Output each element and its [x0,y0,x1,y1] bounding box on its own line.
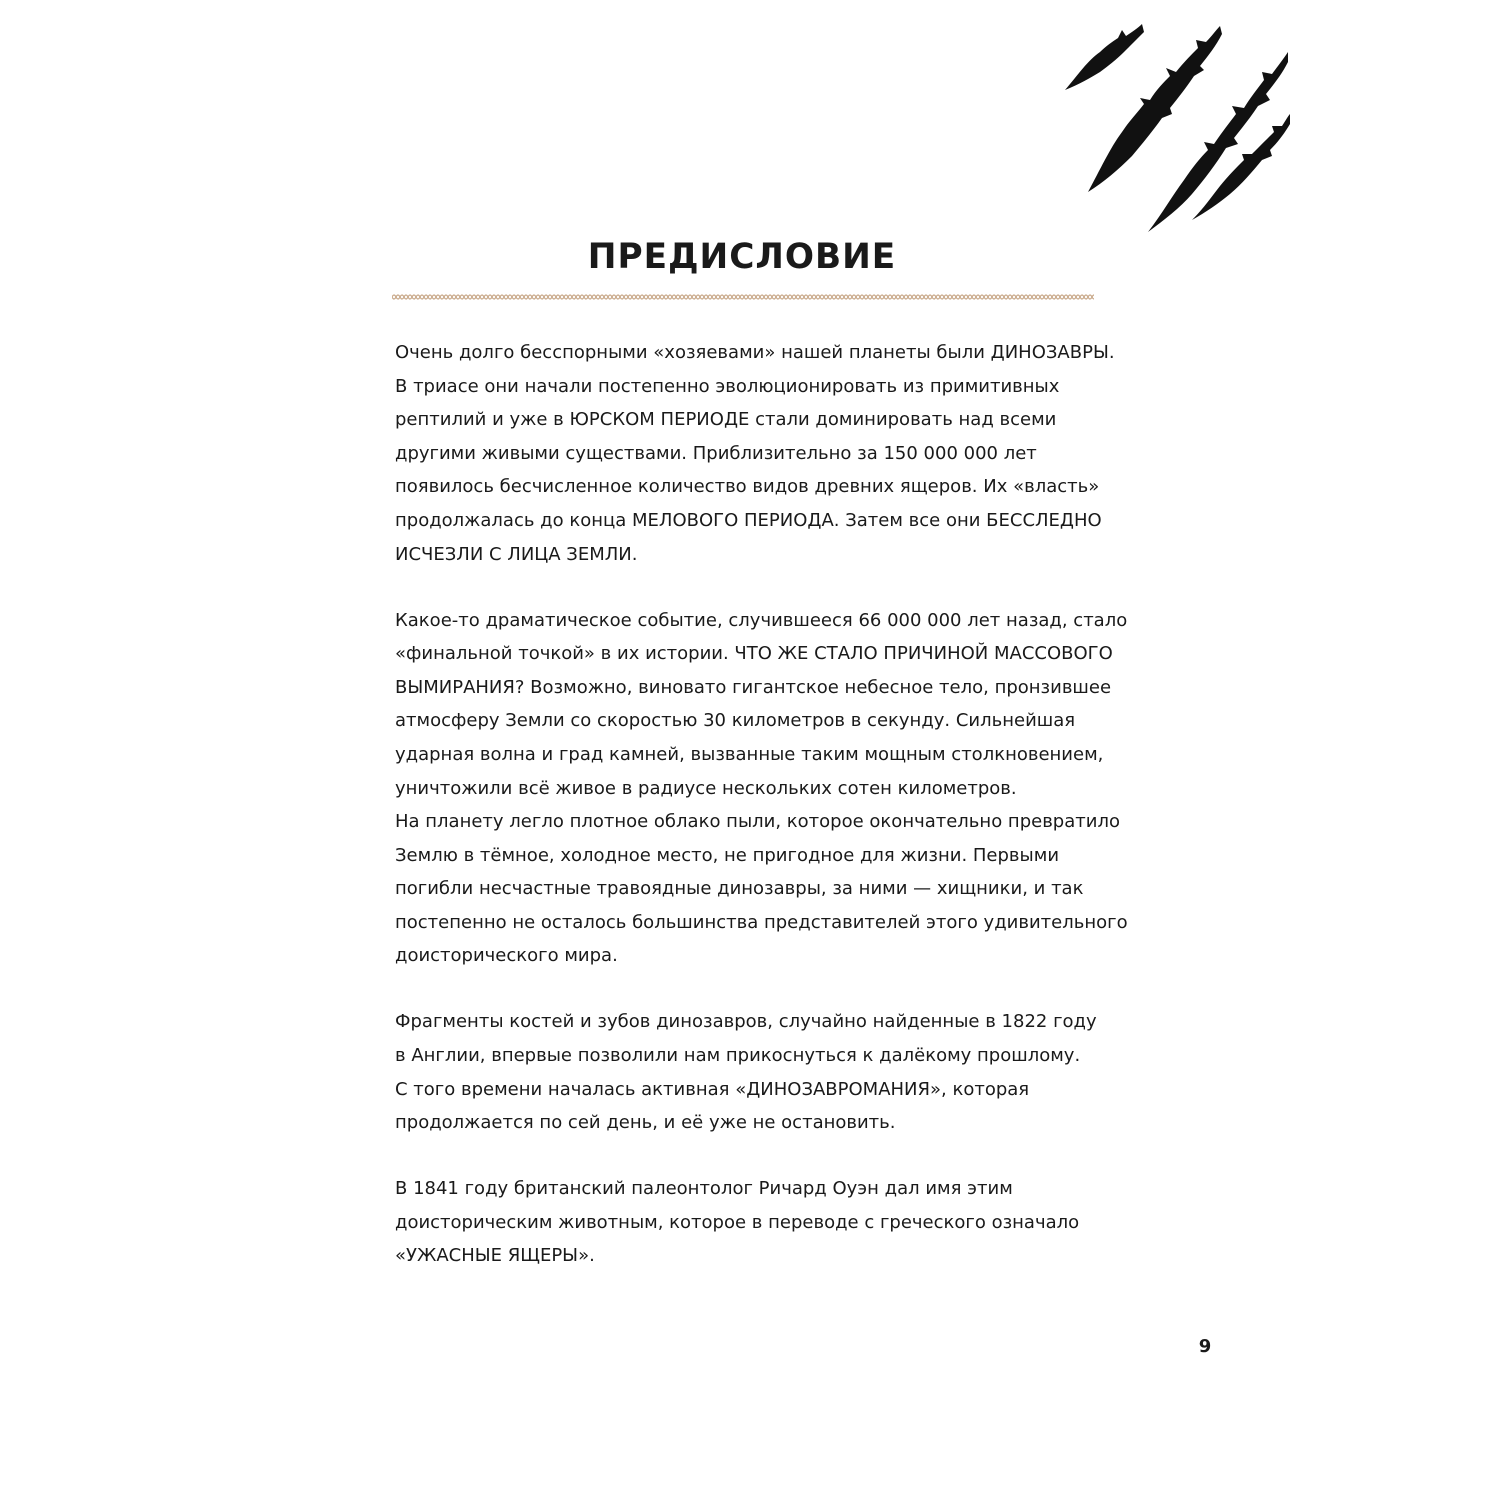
page-title: ПРЕДИСЛОВИЕ [587,237,897,277]
text-line: в Англии, впервые позволили нам прикоснуться к далёкому прошлому. [395,1045,1081,1067]
text-line: Очень долго бесспорными «хозяевами» нашей планеты были ДИНОЗАВРЫ. [395,342,1115,363]
text-line: доисторическим животным, которое в переводе с греческого означало [395,1211,1080,1233]
text-line: В 1841 году британский палеонтолог Ричард Оуэн дал имя этим [395,1178,1013,1200]
paragraph-1 [395,336,1115,571]
text-line: ударная волна и град камней, вызванные таким мощным столкновением, [395,743,1104,765]
text-line: ВЫМИРАНИЯ? Возможно, виновато гигантское небесное тело, пронзившее [395,676,1112,698]
text-line: появилось бесчисленное количество видов древних ящеров. Их «власть» [395,476,1100,498]
text-line: Фрагменты костей и зубов динозавров, случайно найденные в 1822 году [395,1011,1097,1033]
text-line: другими живыми существами. Приблизительно за 150 000 000 лет [395,442,1037,464]
page-number: 9 [1198,1336,1212,1357]
text-line: рептилий и уже в ЮРСКОМ ПЕРИОДЕ стали доминировать над всеми [395,409,1057,431]
paragraph-3 [395,1005,1095,1139]
paragraph-2 [395,604,1128,974]
text-line: На планету легло плотное облако пыли, которое окончательно превратило [395,811,1120,833]
text-line: постепенно не осталось большинства представителей этого удивительного [395,911,1128,933]
text-line: «финальной точкой» в их истории. ЧТО ЖЕ СТАЛО ПРИЧИНОЙ МАССОВОГО [395,643,1113,665]
text-line: продолжалась до конца МЕЛОВОГО ПЕРИОДА. Затем все они БЕССЛЕДНО [395,509,1102,531]
text-line: доисторического мира. [395,945,618,967]
text-line: В триасе они начали постепенно эволюционировать из примитивных [395,375,1060,397]
paragraph-4 [395,1172,1095,1273]
text-line: ИСЧЕЗЛИ С ЛИЦА ЗЕМЛИ. [395,543,638,565]
text-line: погибли несчастные травоядные динозавры, за ними — хищники, и так [395,878,1084,900]
text-line: Землю в тёмное, холодное место, не пригодное для жизни. Первыми [395,844,1060,866]
body-text [395,336,1128,1273]
claw-scratch-icon [1060,20,1290,240]
text-line: атмосферу Земли со скоростью 30 километров в секунду. Сильнейшая [395,710,1076,732]
text-line: уничтожили всё живое в радиусе нескольких сотен километров. [395,777,1017,799]
text-line: Какое-то драматическое событие, случившееся 66 000 000 лет назад, стало [395,609,1128,631]
text-line: С того времени началась активная «ДИНОЗАВРОМАНИЯ», которая [395,1078,1030,1100]
text-line: продолжается по сей день, и её уже не остановить. [395,1112,896,1134]
text-line: «УЖАСНЫЕ ЯЩЕРЫ». [395,1245,595,1267]
decorative-divider [392,290,1094,304]
